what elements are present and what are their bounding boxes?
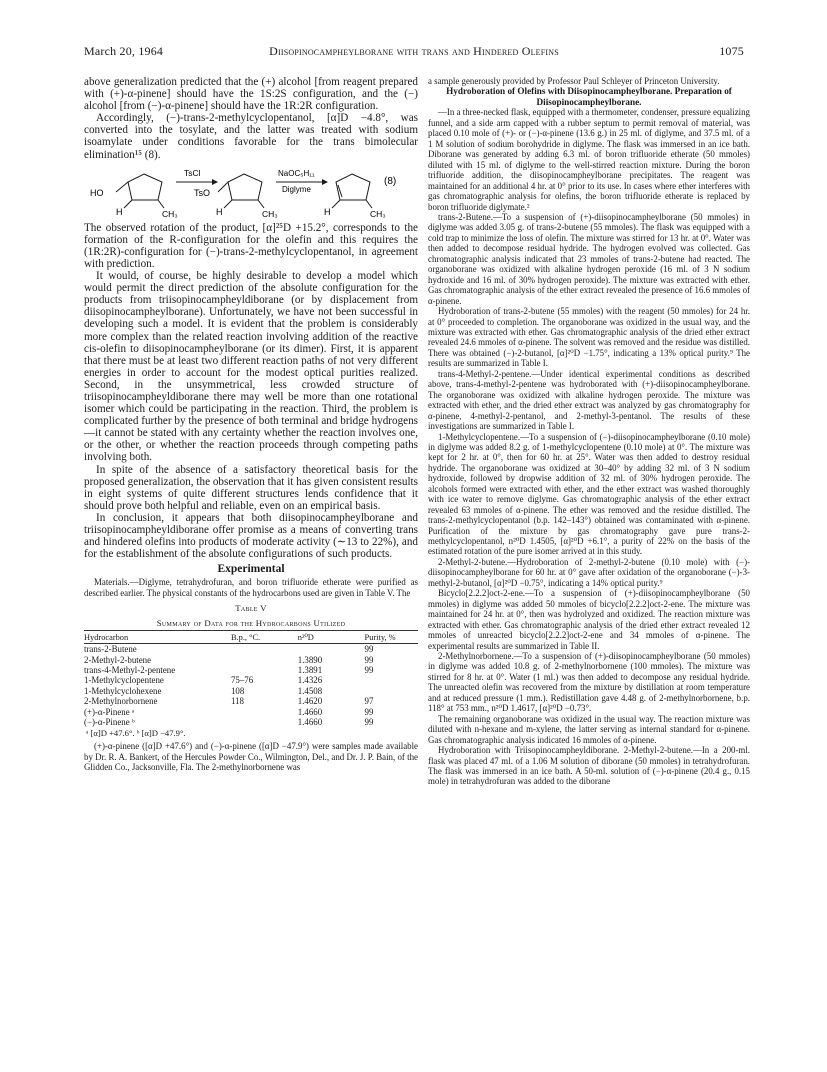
- table-cell: trans-2-Butene: [84, 644, 137, 655]
- table-cell: [365, 675, 418, 685]
- paragraph: 2-Methyl-2-butene.—Hydroboration of 2-methyl-2-butene (0.10 mole) with (−)-diisopinocampheylborane for 60 hr. at 0° gave after oxidation of the organoborane (−)-3-methyl-2-butanol, [α]²⁰D −0.75°, indicating a 14% optical purity.⁹: [428, 556, 750, 588]
- table-header: Purity, %: [365, 631, 418, 644]
- paragraph: In spite of the absence of a satisfactory theoretical basis for the proposed generalization, the observation that it has given consistent results in eight systems of quite different structures lends confidence that it should prove both helpful and reliable, even on an empirical basis.: [84, 463, 418, 512]
- header-date: March 20, 1964: [84, 44, 164, 58]
- ch3-label: CH₃: [162, 208, 178, 219]
- paragraph: The remaining organoborane was oxidized in the usual way. The reaction mixture was diluted with n-hexane and m-xylene, the latter serving as internal standard for α-pinene. Gas chromatographic analysis indicated 16 mmoles of α-pinene.: [428, 713, 750, 745]
- ho-label: HO: [90, 187, 104, 198]
- table-cell: 1.4660: [297, 716, 323, 727]
- table-cell: 1.4660: [297, 706, 323, 717]
- table-cell: [231, 655, 298, 665]
- table-cell: (−)-α-Pinene ᵇ: [84, 716, 135, 727]
- table-cell: 1.3891: [297, 664, 323, 675]
- header-title: Diisopinocampheylborane with trans and Hindered Olefins: [269, 44, 559, 58]
- paragraph: above generalization predicted that the (+) alcohol [from reagent prepared with (+)-α-pinene] should have the 1S:2S configuration, and the (−) alcohol [from (−)-α-pinene] should have the 1R:2R configuration.: [84, 76, 418, 113]
- table-cell: 108: [230, 685, 245, 696]
- cyclopentane-ring-1: [116, 174, 164, 208]
- table-cell: 1-Methylcyclopentene: [84, 675, 164, 686]
- paragraph: —In a three-necked flask, equipped with a thermometer, condenser, pressure equalizing funnel, and a side arm capped with a rubber septum to permit removal of material, was placed 0.10 mole of (+)- or (−)-α-pinene (13.6 g.) in 25 ml. of diglyme, and 37.5 ml. of a 1 M solution of sodium borohydride in diglyme. The flask was immersed in an ice bath. Diborane was generated by adding 6.3 ml. of boron trifluoride etherate (50 mmoles) diluted with 15 ml. of diglyme to the well-stirred reaction mixture. During the boron trifluoride addition, the diisopinocampheylborane precipitates. The reagent was maintained for an additional 4 hr. at 0° prior to its use. In cases where ether interferes with gas chromatographic analysis for olefins, the boron trifluoride etherate is replaced by boron trifluoride diglymate.²: [428, 107, 750, 212]
- table-header: Hydrocarbon: [84, 631, 231, 644]
- table-cell: 1.4326: [297, 675, 323, 686]
- paragraph: Materials.—Diglyme, tetrahydrofuran, and boron trifluoride etherate were purified as described earlier. The physical constants of the hydrocarbons used are given in Table V. The: [84, 577, 418, 598]
- table-cell: [231, 644, 298, 655]
- table-header-row: [84, 631, 418, 644]
- tscl-label: TsCl: [184, 167, 201, 178]
- table-header: n²⁰D: [298, 631, 365, 644]
- table-cell: 99: [364, 654, 374, 665]
- table-row: [84, 686, 418, 696]
- h-label: H: [116, 206, 123, 217]
- paragraph: 1-Methylcyclopentene.—To a suspension of (−)-diisopinocampheylborane (0.10 mole) in diglyme was added 8.2 g. of 1-methylcyclopentene (0.10 mole) at 0°. The mixture was kept for 2 hr. at 0°, then for 60 hr. at 25°. Water was then added to destroy residual hydride. The organoborane was oxidized at 30–40° by adding 32 ml. of 3 N sodium hydroxide, followed by dropwise addition of 32 ml. of 30% hydrogen peroxide. The alcohols formed were extracted with ether, and the ether extract was washed thoroughly with ice water to remove diglyme. Gas chromatographic analysis of the ether extract revealed 63 mmoles of α-pinene. The ether was removed and the residue distilled. The trans-2-methylcyclopentanol (b.p. 142–143°) obtained was contaminated with α-pinene. Purification of the mixture by gas chromatography gave pure trans-2-methylcyclopentanol, n²⁰D 1.4505, [α]²⁰D +6.1°, a purity of 22% on the basis of the estimated rotation of the pure isomer arrived at in this study.: [428, 431, 750, 557]
- section-heading: Experimental: [217, 563, 285, 576]
- subsection-heading: Hydroboration of Olefins with Diisopinocampheylborane. Preparation of Diisopinocampheylborane.: [446, 86, 732, 107]
- arrow-2-head: [322, 179, 328, 185]
- cyclopentene-ring: [332, 174, 372, 208]
- table-cell: 97: [364, 696, 374, 707]
- table-cell: 99: [364, 716, 374, 727]
- equation-number: (8): [384, 175, 397, 187]
- reagent-label: NaOC₅H₁₁: [278, 168, 315, 178]
- solvent-label: Diglyme: [282, 184, 311, 194]
- left-column: [84, 76, 418, 1061]
- running-header: [84, 44, 744, 58]
- reaction-scheme-drawing: [84, 164, 418, 220]
- h-label: H: [324, 206, 331, 217]
- paragraph: Bicyclo[2.2.2]oct-2-ene.—To a suspension of (+)-diisopinocampheylborane (50 mmoles) in diglyme was added 50 mmoles of bicyclo[2.2.2]oct-2-ene. The mixture was maintained for 24 hr. at 0°, then was hydrolyzed and oxidized. The reaction mixture was extracted with ether. Gas chromatographic analysis of the dried ether extract revealed 12 mmoles of unreacted bicyclo[2.2.2]oct-2-ene and 34 mmoles of α-pinene. The experimental results are summarized in Table II.: [428, 588, 750, 651]
- table-cell: (+)-α-Pinene ᵃ: [84, 706, 135, 717]
- table-caption: Summary of Data for the Hydrocarbons Utilized: [156, 618, 346, 629]
- table-row: [84, 655, 418, 665]
- reaction-scheme: [84, 164, 418, 220]
- page-number: 1075: [719, 44, 744, 58]
- paragraph: The observed rotation of the product, [α]²⁵D +15.2°, corresponds to the formation of the R-configuration for the olefin and this requires the (1R:2R)-configuration for (−)-trans-2-methylcyclopentanol, in agreement with prediction.: [84, 221, 418, 270]
- table-cell: 1-Methylcyclohexene: [84, 685, 162, 696]
- table-cell: [231, 707, 298, 717]
- table-cell: trans-4-Methyl-2-pentene: [84, 664, 176, 675]
- table-cell: 2-Methyl-2-butene: [84, 654, 152, 665]
- cyclopentane-ring-2: [218, 174, 264, 208]
- paragraph: a sample generously provided by Professor Paul Schleyer of Princeton University.: [428, 76, 720, 86]
- table-cell: 99: [364, 706, 374, 717]
- table-cell: 2-Methylnorbornene: [84, 696, 158, 707]
- table-row: [84, 675, 418, 685]
- paragraph: In conclusion, it appears that both diisopinocampheylborane and triisopinocampheyldiborane offer promise as a means of converting trans and hindered olefins into products of moderate activity (∼13 to 22%), and for the establishment of the absolute configurations of such products.: [84, 511, 418, 561]
- paragraph: trans-2-Butene.—To a suspension of (+)-diisopinocampheylborane (50 mmoles) in diglyme was added 3.05 g. of trans-2-butene (55 mmoles). The flask was equipped with a cold trap to minimize the loss of olefin. The mixture was stirred for 13 hr. at 0°. Water was then added to decompose residual hydride. The hydrogen evolved was collected. Gas chromatographic analysis indicated that 23 mmoles of trans-2-butene had reacted. The organoborane was oxidized with alkaline hydrogen peroxide (16 ml. of 3 N sodium hydroxide and 16 ml. of 30% hydrogen peroxide). The mixture was extracted with ether. Gas chromatographic analysis of the ether extract revealed the presence of 16.6 mmoles of α-pinene.: [428, 211, 750, 306]
- table-cell: 1.4620: [297, 696, 323, 707]
- paragraph: Hydroboration of trans-2-butene (55 mmoles) with the reagent (50 mmoles) for 24 hr. at 0° proceeded to completion. The organoborane was oxidized in the usual way, and the mixture was extracted with ether. Gas chromatographic analysis of the dried ether extract revealed 24.6 mmoles of α-pinene. The solvent was removed and the residue was distilled. There was obtained (−)-2-butanol, [α]²⁰D −1.75°, indicating a 13% optical purity.⁹ The results are summarized in Table I.: [428, 306, 750, 369]
- table-cell: [298, 644, 365, 655]
- ch3-label: CH₃: [262, 208, 278, 219]
- table-cell: 75–76: [230, 675, 254, 686]
- paragraph: It would, of course, be highly desirable to develop a model which would permit the direct prediction of the absolute configuration for the products from triisopinocampheyldiborane (or by displacement from diisopinocampheylborane). Unfortunately, we have not been successful in developing such a model. It is evident that the problem is considerably more complex than the related reaction involving addition of the reactive cis-olefin to diisopinocampheylborane (or its dimer). First, it is apparent that there must be at least two different reaction paths of not very different energies in order to account for the modest optical purities realized. Second, in the unsymmetrical, less crowded structure of triisopinocampheyldiborane there may well be more than one rotational isomer which could be participating in the reaction. Third, the problem is complicated further by the presence of both terminal and bridge hydrogens—it cannot be stated with any certainty whether the reaction involves one, or the other, or whether the reaction proceeds through competing paths involving both.: [84, 270, 418, 464]
- table-row: [84, 665, 418, 675]
- table-cell: [231, 665, 298, 675]
- paragraph: 2-Methylnorbornene.—To a suspension of (+)-diisopinocampheylborane (50 mmoles) in diglyme was added 10.8 g. of 2-methylnorbornene (100 mmoles). The mixture was stirred for 8 hr. at 0°. Water (1 ml.) was then added to decompose any residual hydride. The unreacted olefin was recovered from the mixture by distillation at room temperature and at reduced pressure (1 mm.). Redistillation gave 4.48 g. of 2-methylnorbornene, b.p. 118° at 753 mm., n²⁰D 1.4617, [α]²⁰D −0.73°.: [428, 651, 750, 714]
- paragraph: Hydroboration with Triisopinocampheyldiborane. 2-Methyl-2-butene.—In a 200-ml. flask was placed 47 ml. of a 1.06 M solution of diborane (50 mmoles) in tetrahydrofuran. The flask was immersed in an ice bath. A 50-ml. solution of (−)-α-pinene (20.4 g., 0.15 mole) in tetrahydrofuran was added to the diborane: [428, 745, 750, 787]
- table-cell: 118: [230, 696, 244, 707]
- table-cell: 99: [364, 644, 374, 655]
- table-header: B.p., °C.: [231, 631, 298, 644]
- arrow-1-head: [212, 179, 218, 185]
- table-footnote: ᵃ [α]D +47.6°. ᵇ [α]D −47.9°.: [86, 728, 186, 739]
- table-cell: [231, 717, 298, 727]
- hydrocarbon-table: [84, 630, 418, 727]
- table-cell: 1.3890: [297, 654, 323, 665]
- table-cell: [365, 686, 418, 696]
- table-cell: 99: [364, 664, 374, 675]
- h-label: H: [216, 206, 223, 217]
- tso-label: TsO: [194, 187, 211, 198]
- right-column: [428, 76, 750, 1061]
- table-label: Table V: [235, 603, 267, 614]
- table-row: [84, 696, 418, 706]
- paragraph: (+)-α-pinene ([α]D +47.6°) and (−)-α-pinene ([α]D −47.9°) were samples made available by Dr. R. A. Bankert, of the Hercules Powder Co., Wilmington, Del., and Dr. J. P. Bain, of the Glidden Co., Jacksonville, Fla. The 2-methylnorbornene was: [84, 741, 418, 773]
- table-row: [84, 717, 418, 727]
- paragraph: Accordingly, (−)-trans-2-methylcyclopentanol, [α]D −4.8°, was converted into the tosylate, and the latter was treated with sodium isoamylate under conditions favorable for the trans bimolecular elimination¹⁵ (8).: [84, 112, 418, 161]
- paragraph: trans-4-Methyl-2-pentene.—Under identical experimental conditions as described above, trans-4-methyl-2-pentene was hydroborated with (+)-diisopinocampheylborane. The organoborane was oxidized with alkaline hydrogen peroxide. The mixture was extracted with ether, and the dried ether extract was analyzed by gas chromatography for α-pinene, 4-methyl-2-pentanol, and 2-methyl-3-pentanol. The results of these investigations are summarized in Table I.: [428, 368, 750, 432]
- table-row: [84, 644, 418, 655]
- ch3-label: CH₃: [370, 208, 386, 219]
- table-cell: 1.4508: [297, 685, 323, 696]
- table-row: [84, 707, 418, 717]
